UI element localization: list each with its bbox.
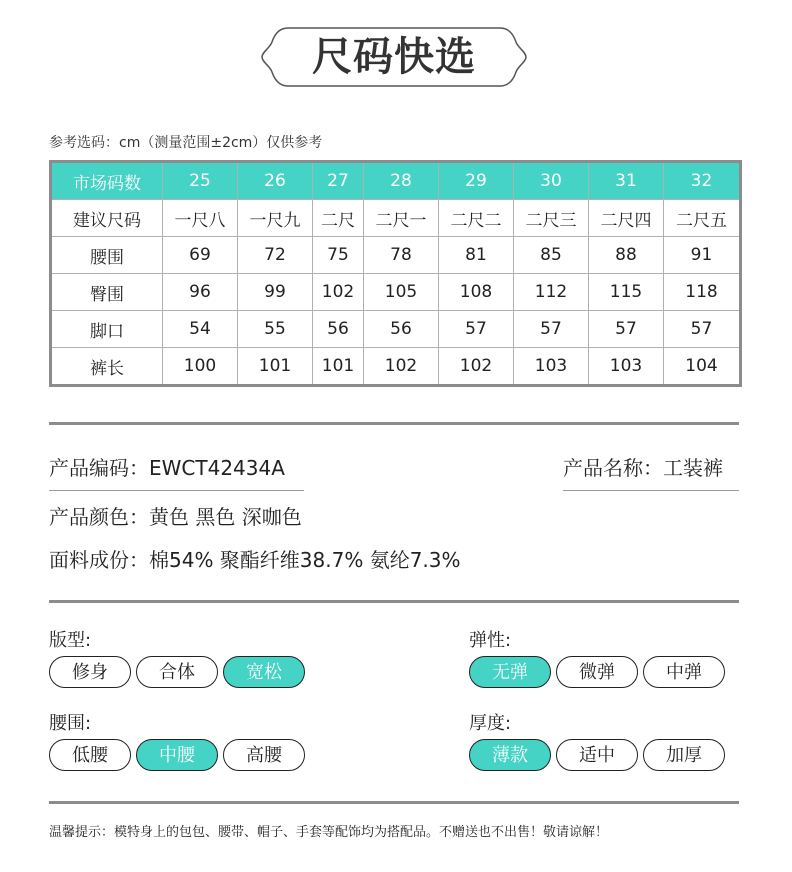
table-cell: 57 — [589, 311, 664, 348]
waist-option-high[interactable]: 高腰 — [223, 739, 305, 771]
underline — [49, 490, 304, 491]
table-cell: 105 — [364, 274, 439, 311]
table-cell: 建议尺码 — [51, 200, 163, 237]
header-cell: 26 — [238, 162, 313, 200]
page-title: 尺码快选 — [312, 34, 476, 80]
table-cell: 二尺一 — [364, 200, 439, 237]
table-cell: 一尺九 — [238, 200, 313, 237]
table-cell: 54 — [163, 311, 238, 348]
table-cell: 101 — [313, 348, 364, 386]
table-cell: 裤长 — [51, 348, 163, 386]
table-cell: 100 — [163, 348, 238, 386]
table-cell: 81 — [439, 237, 514, 274]
section-divider — [49, 600, 739, 603]
table-cell: 69 — [163, 237, 238, 274]
table-row — [51, 274, 741, 311]
table-cell: 57 — [514, 311, 589, 348]
fit-option-slim[interactable]: 修身 — [49, 656, 131, 688]
underline — [563, 490, 739, 491]
table-cell: 72 — [238, 237, 313, 274]
table-cell: 91 — [664, 237, 741, 274]
waist-option-low[interactable]: 低腰 — [49, 739, 131, 771]
table-header-row — [51, 162, 741, 200]
header-cell: 市场码数 — [51, 162, 163, 200]
table-cell: 一尺八 — [163, 200, 238, 237]
fit-option-loose[interactable]: 宽松 — [223, 656, 305, 688]
table-cell: 103 — [514, 348, 589, 386]
table-cell: 二尺二 — [439, 200, 514, 237]
product-code: 产品编码：EWCT42434A — [49, 456, 285, 480]
section-divider — [49, 422, 739, 425]
table-row — [51, 311, 741, 348]
table-cell: 55 — [238, 311, 313, 348]
header-cell: 28 — [364, 162, 439, 200]
fit-option-regular[interactable]: 合体 — [136, 656, 218, 688]
header-cell: 30 — [514, 162, 589, 200]
table-row — [51, 237, 741, 274]
table-cell: 101 — [238, 348, 313, 386]
header-cell: 29 — [439, 162, 514, 200]
table-cell: 57 — [439, 311, 514, 348]
table-cell: 二尺五 — [664, 200, 741, 237]
header-cell: 25 — [163, 162, 238, 200]
product-name: 产品名称：工装裤 — [563, 456, 723, 480]
table-cell: 102 — [364, 348, 439, 386]
table-cell: 115 — [589, 274, 664, 311]
table-row — [51, 348, 741, 386]
table-cell: 56 — [364, 311, 439, 348]
thickness-option-thin[interactable]: 薄款 — [469, 739, 551, 771]
table-cell: 腰围 — [51, 237, 163, 274]
table-cell: 112 — [514, 274, 589, 311]
thickness-option-thick[interactable]: 加厚 — [643, 739, 725, 771]
thickness-label: 厚度: — [469, 713, 512, 734]
title-banner — [260, 26, 528, 88]
table-cell: 二尺三 — [514, 200, 589, 237]
table-cell: 104 — [664, 348, 741, 386]
header-cell: 32 — [664, 162, 741, 200]
elasticity-label: 弹性: — [469, 630, 512, 651]
table-cell: 96 — [163, 274, 238, 311]
table-cell: 57 — [664, 311, 741, 348]
size-table — [49, 160, 742, 387]
table-cell: 85 — [514, 237, 589, 274]
elasticity-option-none[interactable]: 无弹 — [469, 656, 551, 688]
table-cell: 118 — [664, 274, 741, 311]
header-cell: 27 — [313, 162, 364, 200]
product-colors: 产品颜色：黄色 黑色 深咖色 — [49, 505, 302, 529]
header-cell: 31 — [589, 162, 664, 200]
table-cell: 二尺 — [313, 200, 364, 237]
table-row — [51, 200, 741, 237]
section-divider — [49, 801, 739, 804]
waist-option-mid[interactable]: 中腰 — [136, 739, 218, 771]
elasticity-option-slight[interactable]: 微弹 — [556, 656, 638, 688]
table-cell: 102 — [439, 348, 514, 386]
footer-note: 温馨提示：模特身上的包包、腰带、帽子、手套等配饰均为搭配品。不赠送也不出售！敬请谅解！ — [49, 825, 609, 840]
table-cell: 99 — [238, 274, 313, 311]
reference-note: 参考选码：cm（测量范围±2cm）仅供参考 — [49, 135, 323, 151]
product-fabric: 面料成份：棉54% 聚酯纤维38.7% 氨纶7.3% — [49, 548, 461, 572]
table-cell: 56 — [313, 311, 364, 348]
table-cell: 75 — [313, 237, 364, 274]
table-cell: 臀围 — [51, 274, 163, 311]
table-cell: 88 — [589, 237, 664, 274]
thickness-option-medium[interactable]: 适中 — [556, 739, 638, 771]
table-cell: 脚口 — [51, 311, 163, 348]
waist-label: 腰围: — [49, 713, 92, 734]
table-cell: 102 — [313, 274, 364, 311]
fit-label: 版型: — [49, 630, 92, 651]
table-cell: 78 — [364, 237, 439, 274]
table-cell: 103 — [589, 348, 664, 386]
elasticity-option-medium[interactable]: 中弹 — [643, 656, 725, 688]
table-cell: 108 — [439, 274, 514, 311]
table-cell: 二尺四 — [589, 200, 664, 237]
